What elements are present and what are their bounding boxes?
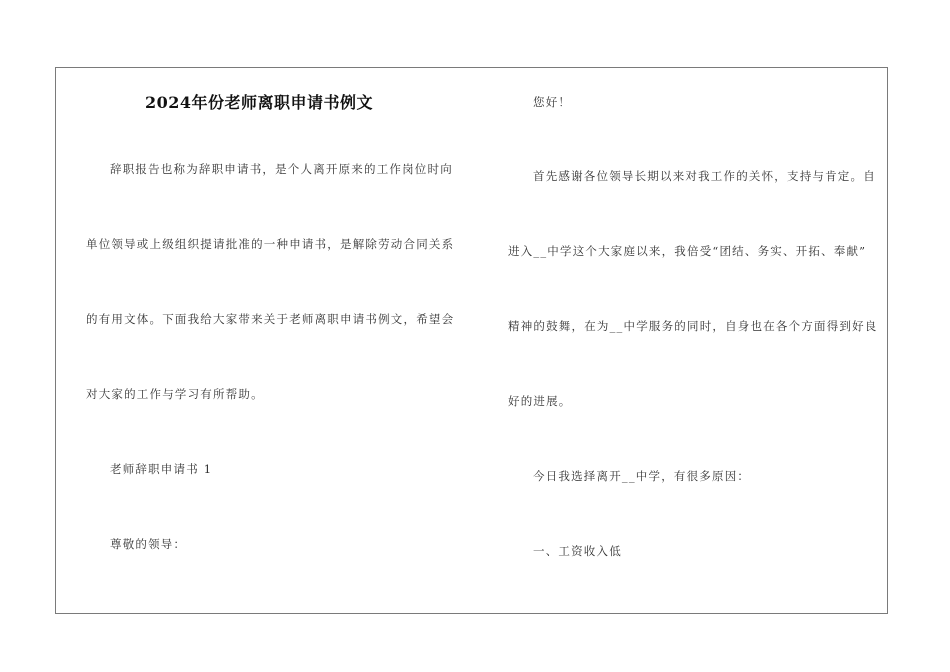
reason-intro: 今日我选择离开__中学，有很多原因： — [533, 469, 751, 483]
greeting: 您好！ — [533, 95, 572, 109]
section-heading: 老师辞职申请书 1 — [110, 462, 213, 476]
salutation: 尊敬的领导： — [110, 537, 187, 551]
intro-line-4: 对大家的工作与学习有所帮助。 — [86, 387, 264, 401]
document-title: 2024年份老师离职申请书例文 — [145, 93, 374, 112]
page-frame — [55, 67, 888, 614]
intro-line-1: 辞职报告也称为辞职申请书，是个人离开原来的工作岗位时向 — [110, 162, 453, 176]
reason-item-1: 一、工资收入低 — [533, 544, 622, 558]
body-line-1: 首先感谢各位领导长期以来对我工作的关怀，支持与肯定。自 — [533, 169, 876, 183]
intro-line-3: 的有用文体。下面我给大家带来关于老师离职申请书例文，希望会 — [86, 312, 455, 326]
body-line-2: 进入__中学这个大家庭以来，我倍受“团结、务实、开拓、奉献” — [508, 244, 867, 258]
body-line-4: 好的进展。 — [508, 394, 572, 408]
intro-line-2: 单位领导或上级组织提请批准的一种申请书，是解除劳动合同关系 — [86, 237, 455, 251]
body-line-3: 精神的鼓舞，在为__中学服务的同时，自身也在各个方面得到好良 — [508, 319, 878, 333]
